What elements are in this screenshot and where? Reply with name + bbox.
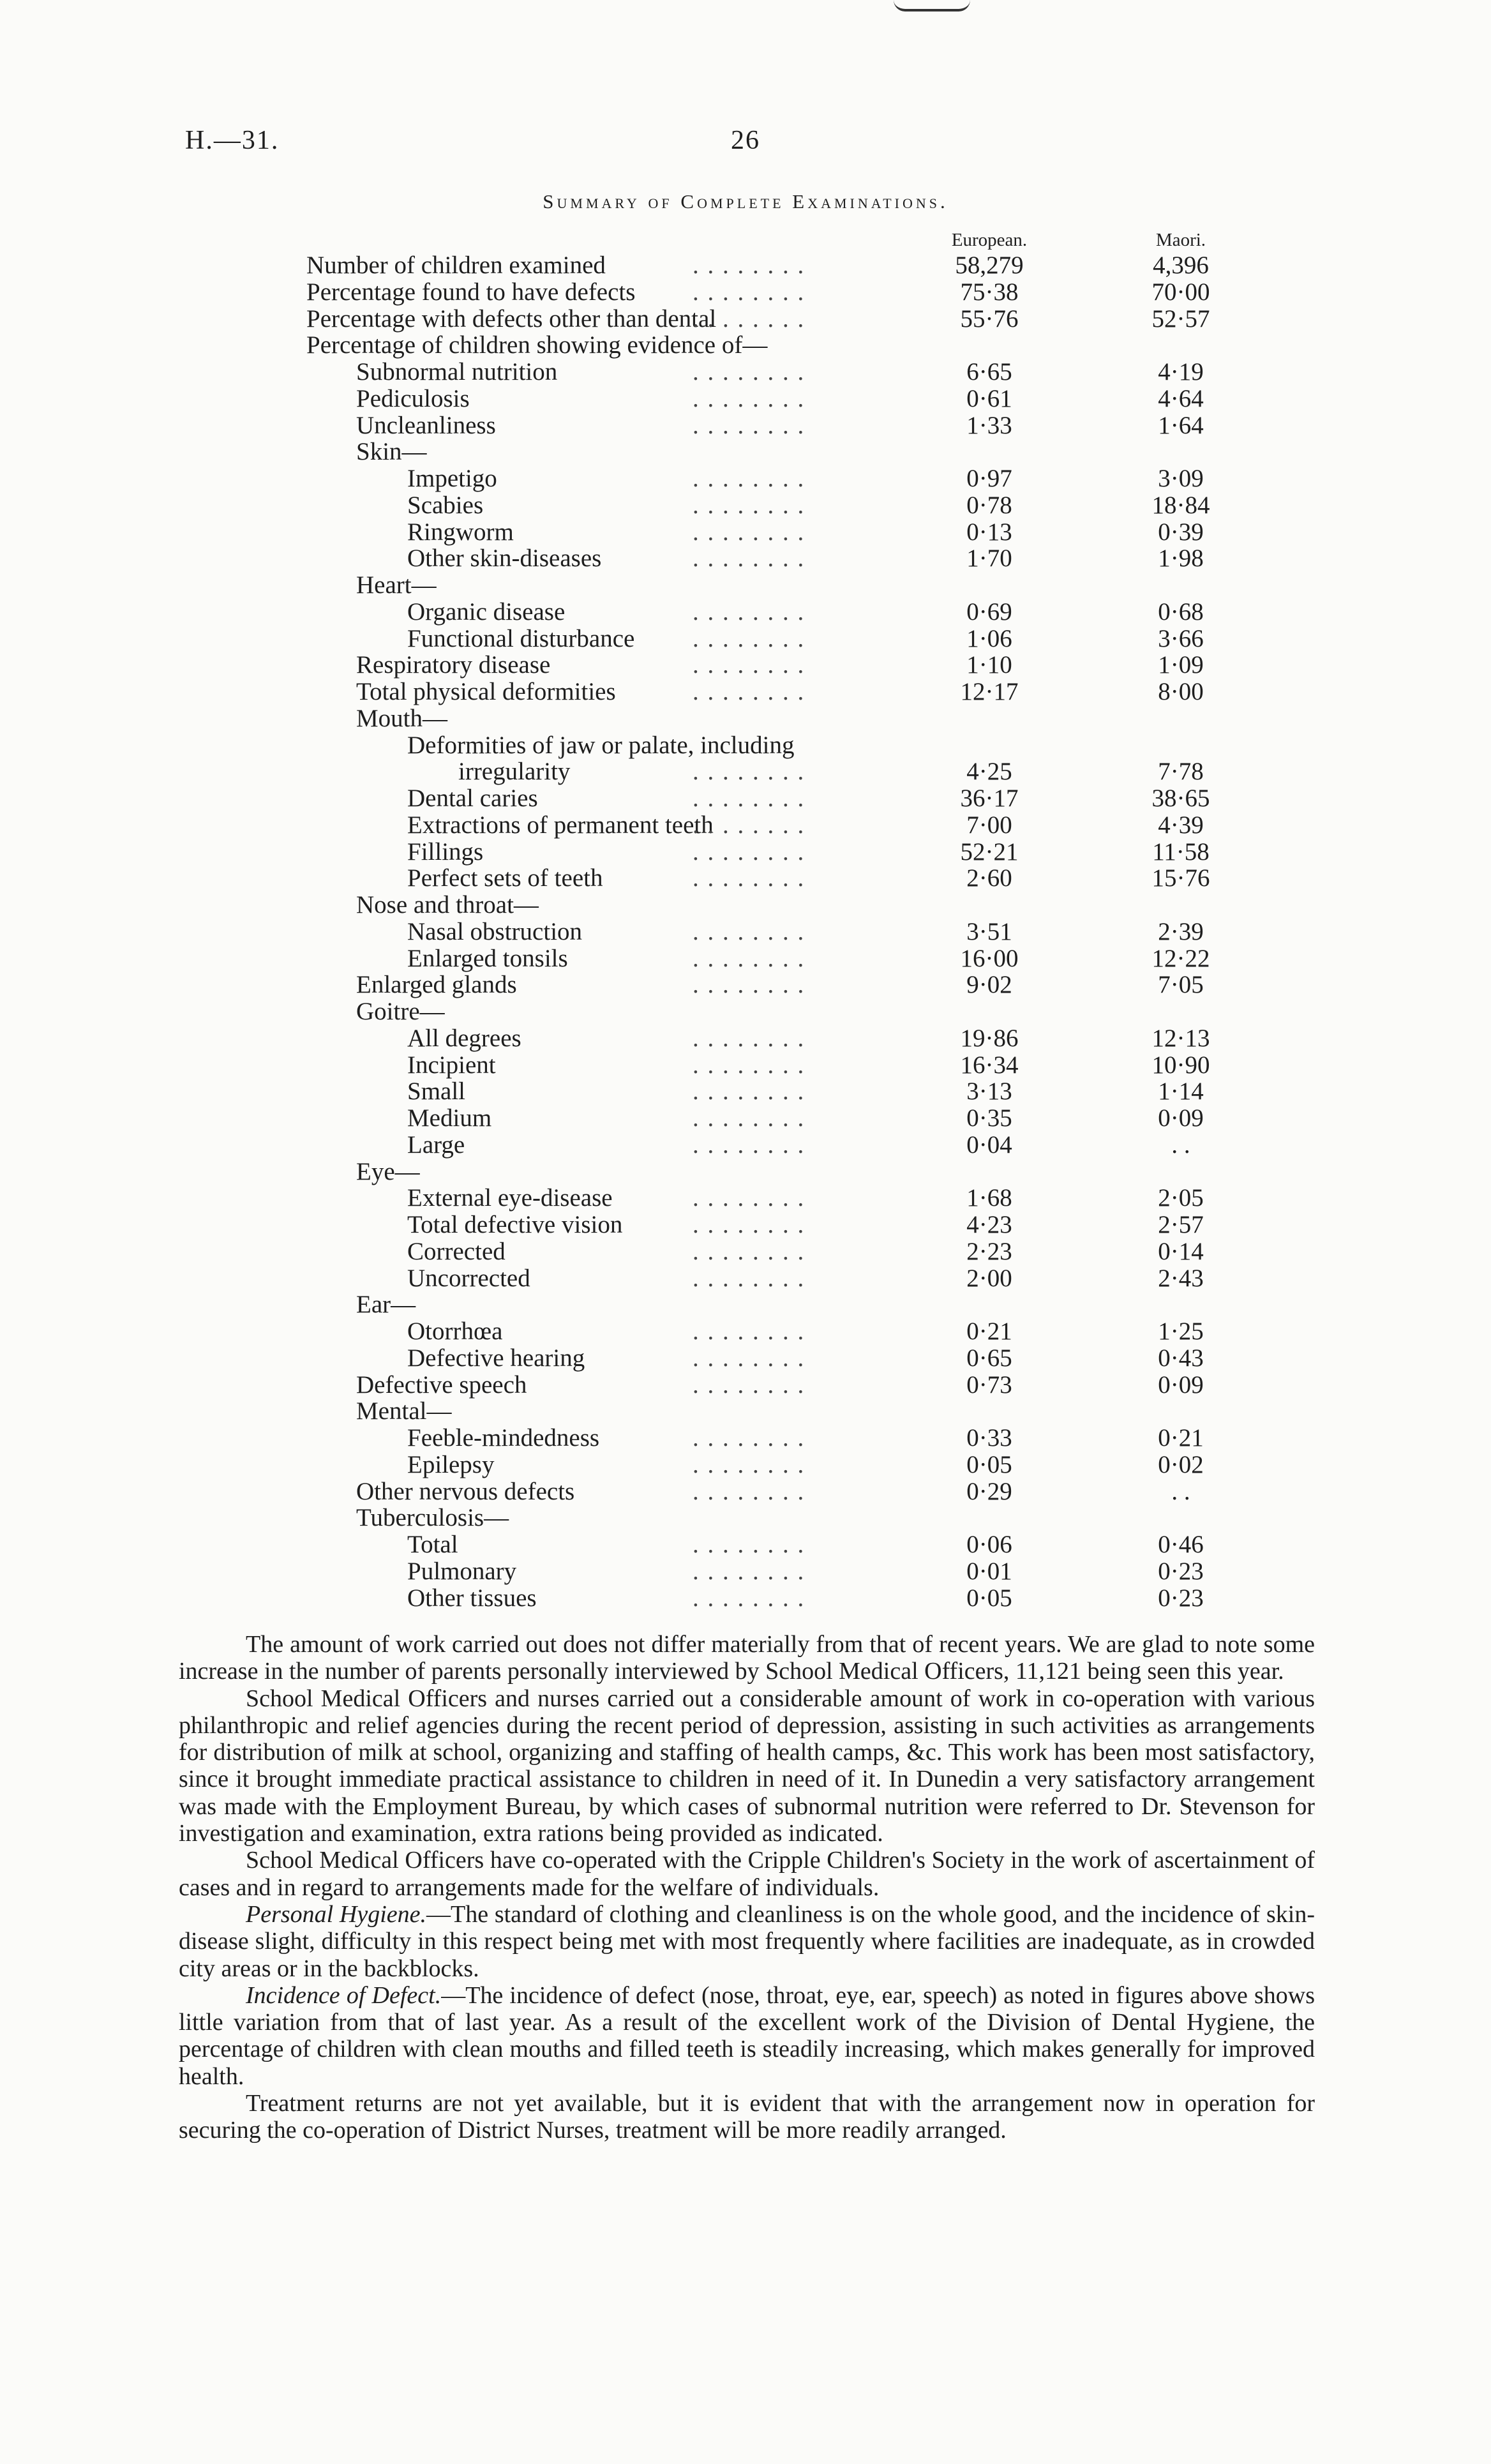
maori-value: 0·39 — [1158, 518, 1204, 546]
page-number: 26 — [731, 126, 760, 155]
row-label: External eye-disease — [407, 1184, 613, 1212]
european-value: 16·34 — [960, 1051, 1019, 1079]
maori-value: 2·05 — [1158, 1184, 1204, 1212]
table-row — [0, 1052, 1491, 1079]
paragraph-text: The amount of work carried out does not differ materially from that of recent years. We are glad to note some increase in the number of parents personally interviewed by School Medical Officers, 11,121 being seen this year. — [179, 1631, 1315, 1685]
table-row — [0, 892, 1491, 919]
row-label: Ear— — [356, 1291, 416, 1319]
table-row — [0, 439, 1491, 465]
table-row — [0, 758, 1491, 785]
row-label: All degrees — [407, 1024, 521, 1052]
table-row — [0, 1345, 1491, 1372]
paragraph — [179, 1847, 1315, 1901]
row-label: Perfect sets of teeth — [407, 864, 603, 892]
maori-value: . . — [1171, 1131, 1190, 1159]
row-label: Total — [407, 1531, 458, 1558]
leader-dots: . . . . . . . . — [693, 917, 805, 945]
table-row — [0, 492, 1491, 519]
table-row — [0, 1238, 1491, 1265]
table-row — [0, 998, 1491, 1025]
european-value: 9·02 — [966, 971, 1012, 999]
row-label: Number of children examined — [306, 252, 606, 279]
leader-dots: . . . . . . . . — [693, 971, 805, 999]
row-label: Large — [407, 1131, 465, 1159]
paragraph-heading: Personal Hygiene. — [246, 1900, 427, 1928]
leader-dots: . . . . . . . . — [693, 1557, 805, 1585]
row-label: Goitre— — [356, 998, 445, 1025]
row-label: Deformities of jaw or palate, including — [407, 731, 795, 759]
leader-dots: . . . . . . . . — [693, 411, 805, 439]
maori-value: 3·09 — [1158, 465, 1204, 492]
row-label: Defective hearing — [407, 1344, 585, 1372]
maori-value: 0·43 — [1158, 1344, 1204, 1372]
table-title: Summary of Complete Examinations. — [543, 190, 948, 213]
maori-value: 2·57 — [1158, 1211, 1204, 1238]
maori-value: 1·14 — [1158, 1078, 1204, 1106]
row-label: Nasal obstruction — [407, 917, 583, 945]
leader-dots: . . . . . . . . — [693, 944, 805, 972]
paragraph-heading: Incidence of Defect. — [246, 1981, 442, 2009]
table-row — [0, 386, 1491, 412]
table-row — [0, 972, 1491, 998]
table-row — [0, 1558, 1491, 1585]
table-row — [0, 1265, 1491, 1292]
maori-value: 2·39 — [1158, 917, 1204, 945]
european-value: 0·97 — [966, 465, 1012, 492]
table-row — [0, 945, 1491, 972]
european-value: 1·33 — [966, 411, 1012, 439]
leader-dots: . . . . . . . . — [693, 838, 805, 866]
leader-dots: . . . . . . . . — [693, 785, 805, 812]
maori-value: 12·22 — [1151, 944, 1210, 972]
leader-dots: . . . . . . . . — [693, 1264, 805, 1292]
row-label: Other tissues — [407, 1584, 537, 1612]
leader-dots: . . . . . . . . — [693, 465, 805, 492]
maori-value: 0·02 — [1158, 1450, 1204, 1478]
table-row — [0, 1291, 1491, 1318]
maori-value: 8·00 — [1158, 678, 1204, 705]
maori-value: 18·84 — [1151, 491, 1210, 519]
document-reference: H.—31. — [185, 126, 280, 155]
european-value: 0·73 — [966, 1371, 1012, 1399]
table-row — [0, 732, 1491, 759]
maori-value: 1·64 — [1158, 411, 1204, 439]
table-row — [0, 865, 1491, 892]
table-row — [0, 1398, 1491, 1425]
row-label: Respiratory disease — [356, 651, 551, 679]
leader-dots: . . . . . . . . — [693, 1318, 805, 1345]
paragraph — [179, 1982, 1315, 2090]
table-row — [0, 785, 1491, 812]
maori-value: 3·66 — [1158, 624, 1204, 652]
european-value: 4·23 — [966, 1211, 1012, 1238]
european-value: 4·25 — [966, 758, 1012, 786]
paragraph-text: —The standard of clothing and cleanliness is on the whole good, and the incidence of skin-disease slight, difficulty in this respect being met with most frequently where facilities are inadequate, as in crowded city areas or in the backblocks. — [179, 1900, 1315, 1982]
paragraph-text: School Medical Officers have co-operated with the Cripple Children's Society in the work of ascertainment of cases and in regard to arrangements made for the welfare of individuals. — [179, 1847, 1315, 1901]
row-label: Enlarged glands — [356, 971, 517, 999]
row-label: Skin— — [356, 438, 427, 466]
leader-dots: . . . . . . . . — [693, 1024, 805, 1052]
row-label: Fillings — [407, 838, 484, 866]
european-value: 0·05 — [966, 1584, 1012, 1612]
maori-value: 4·64 — [1158, 384, 1204, 412]
leader-dots: . . . . . . . . — [693, 545, 805, 573]
european-value: 1·10 — [966, 651, 1012, 679]
maori-value: 38·65 — [1151, 785, 1210, 812]
maori-value: 12·13 — [1151, 1024, 1210, 1052]
table-row — [0, 626, 1491, 652]
table-row — [0, 919, 1491, 945]
row-label: Functional disturbance — [407, 624, 635, 652]
row-label: Total physical deformities — [356, 678, 616, 705]
maori-value: 2·43 — [1158, 1264, 1204, 1292]
european-value: 16·00 — [960, 944, 1019, 972]
european-value: 0·21 — [966, 1318, 1012, 1345]
paragraph-text: School Medical Officers and nurses carried out a considerable amount of work in co-operation with various philanthropic and relief agencies during the recent period of depression, assisting in such activities as arrangements for distribution of milk at school, organizing and staffing of health camps, &c. This work has been most satisfactory, since it brought immediate practical assistance to children in need of it. In Dunedin a very satisfactory arrangement was made with the Employment Bureau, by which cases of subnormal nutrition were referred to Dr. Stevenson for investigation and examination, extra rations being provided as indicated. — [179, 1685, 1315, 1847]
row-label: Uncleanliness — [356, 411, 496, 439]
european-value: 0·35 — [966, 1104, 1012, 1132]
leader-dots: . . . . . . . . — [693, 758, 805, 786]
row-label: Mouth— — [356, 704, 448, 732]
maori-value: 4·19 — [1158, 358, 1204, 386]
row-label: Defective speech — [356, 1371, 527, 1399]
leader-dots: . . . . . . . . — [693, 1344, 805, 1372]
table-row — [0, 599, 1491, 626]
row-label: Uncorrected — [407, 1264, 530, 1292]
row-label: Small — [407, 1078, 466, 1106]
row-label: Impetigo — [407, 465, 497, 492]
paragraph-text: Treatment returns are not yet available, but it is evident that with the arrangement now in operation for securing the co-operation of District Nurses, treatment will be more readily arranged. — [179, 2090, 1315, 2144]
row-label: Medium — [407, 1104, 492, 1132]
leader-dots: . . . . . . . . — [693, 651, 805, 679]
european-value: 0·78 — [966, 491, 1012, 519]
table-row — [0, 839, 1491, 866]
leader-dots: . . . . . . . . — [693, 491, 805, 519]
paragraph — [179, 2090, 1315, 2144]
row-label: Other skin-diseases — [407, 545, 602, 573]
european-value: 55·76 — [960, 304, 1019, 333]
leader-dots: . . . . . . . . — [693, 1531, 805, 1558]
maori-value: 10·90 — [1151, 1051, 1210, 1079]
paragraph-text: —The incidence of defect (nose, throat, eye, ear, speech) as noted in figures above shows little variation from that of last year. As a result of the excellent work of the Division of Dental Hygiene, the percentage of children with clean mouths and filled teeth is steadily increasing, which makes generally for improved health. — [179, 1981, 1315, 2090]
table-row — [0, 1185, 1491, 1212]
row-label: Percentage with defects other than dental — [306, 304, 717, 333]
maori-value: 0·46 — [1158, 1531, 1204, 1558]
row-label: Extractions of permanent teeth — [407, 811, 714, 839]
row-label: Organic disease — [407, 597, 566, 626]
row-label: Mental— — [356, 1397, 452, 1425]
european-value: 0·69 — [966, 597, 1012, 626]
leader-dots: . . . . . . . . — [693, 1131, 805, 1159]
table-row — [0, 1452, 1491, 1478]
european-value: 0·05 — [966, 1450, 1012, 1478]
european-value: 75·38 — [960, 278, 1019, 306]
table-row — [0, 1478, 1491, 1505]
row-label: Pulmonary — [407, 1557, 517, 1585]
paragraph — [179, 1631, 1315, 1685]
leader-dots: . . . . . . . . — [693, 624, 805, 652]
leader-dots: . . . . . . . . — [693, 811, 805, 839]
table-row — [0, 1531, 1491, 1558]
table-row — [0, 306, 1491, 333]
table-row — [0, 545, 1491, 572]
table-row — [0, 679, 1491, 705]
maori-value: 1·25 — [1158, 1318, 1204, 1345]
maori-value: 0·68 — [1158, 597, 1204, 626]
european-value: 36·17 — [960, 785, 1019, 812]
leader-dots: . . . . . . . . — [693, 1424, 805, 1452]
leader-dots: . . . . . . . . — [693, 518, 805, 546]
table-row — [0, 1132, 1491, 1159]
european-value: 6·65 — [966, 358, 1012, 386]
leader-dots: . . . . . . . . — [693, 1237, 805, 1265]
leader-dots: . . . . . . . . — [693, 278, 805, 306]
table-row — [0, 519, 1491, 546]
leader-dots: . . . . . . . . — [693, 1477, 805, 1505]
row-label: Pediculosis — [356, 384, 470, 412]
european-value: 52·21 — [960, 838, 1019, 866]
leader-dots: . . . . . . . . — [693, 358, 805, 386]
maori-value: 4·39 — [1158, 811, 1204, 839]
leader-dots: . . . . . . . . — [693, 1450, 805, 1478]
european-value: 0·65 — [966, 1344, 1012, 1372]
table-row — [0, 1078, 1491, 1105]
column-header-maori: Maori. — [1155, 230, 1206, 250]
european-value: 19·86 — [960, 1024, 1019, 1052]
european-value: 1·68 — [966, 1184, 1012, 1212]
row-label: Ringworm — [407, 518, 514, 546]
european-value: 3·51 — [966, 917, 1012, 945]
leader-dots: . . . . . . . . — [693, 1104, 805, 1132]
table-row — [0, 572, 1491, 599]
maori-value: . . — [1171, 1477, 1190, 1505]
european-value: 1·70 — [966, 545, 1012, 573]
leader-dots: . . . . . . . . — [693, 1184, 805, 1212]
leader-dots: . . . . . . . . — [693, 252, 805, 279]
maori-value: 11·58 — [1152, 838, 1210, 866]
european-value: 0·61 — [966, 384, 1012, 412]
row-label: Heart— — [356, 571, 437, 599]
row-label: Incipient — [407, 1051, 496, 1079]
maori-value: 1·98 — [1158, 545, 1204, 573]
maori-value: 0·21 — [1158, 1424, 1204, 1452]
row-label: irregularity — [458, 758, 571, 786]
maori-value: 15·76 — [1151, 864, 1210, 892]
table-row — [0, 1318, 1491, 1345]
european-value: 0·29 — [966, 1477, 1012, 1505]
european-value: 0·13 — [966, 518, 1012, 546]
table-row — [0, 1159, 1491, 1185]
table-row — [0, 279, 1491, 306]
table-row — [0, 1372, 1491, 1399]
leader-dots: . . . . . . . . — [693, 384, 805, 412]
maori-value: 0·09 — [1158, 1371, 1204, 1399]
maori-value: 70·00 — [1151, 278, 1210, 306]
table-row — [0, 652, 1491, 679]
table-row — [0, 705, 1491, 732]
row-label: Subnormal nutrition — [356, 358, 558, 386]
european-value: 3·13 — [966, 1078, 1012, 1106]
row-label: Other nervous defects — [356, 1477, 575, 1505]
european-value: 0·01 — [966, 1557, 1012, 1585]
table-row — [0, 359, 1491, 386]
leader-dots: . . . . . . . . — [693, 1211, 805, 1238]
maori-value: 7·05 — [1158, 971, 1204, 999]
leader-dots: . . . . . . . . — [693, 304, 805, 333]
row-label: Dental caries — [407, 785, 538, 812]
maori-value: 0·14 — [1158, 1237, 1204, 1265]
leader-dots: . . . . . . . . — [693, 1371, 805, 1399]
table-row — [0, 465, 1491, 492]
european-value: 2·60 — [966, 864, 1012, 892]
row-label: Enlarged tonsils — [407, 944, 568, 972]
table-row — [0, 332, 1491, 359]
european-value: 12·17 — [960, 678, 1019, 705]
row-label: Eye— — [356, 1157, 420, 1185]
european-value: 0·04 — [966, 1131, 1012, 1159]
paragraph — [179, 1901, 1315, 1982]
maori-value: 52·57 — [1151, 304, 1210, 333]
european-value: 0·06 — [966, 1531, 1012, 1558]
european-value: 0·33 — [966, 1424, 1012, 1452]
maori-value: 0·23 — [1158, 1584, 1204, 1612]
table-row — [0, 1025, 1491, 1052]
european-value: 1·06 — [966, 624, 1012, 652]
leader-dots: . . . . . . . . — [693, 678, 805, 705]
european-value: 2·00 — [966, 1264, 1012, 1292]
table-row — [0, 1425, 1491, 1452]
leader-dots: . . . . . . . . — [693, 1078, 805, 1106]
row-label: Scabies — [407, 491, 484, 519]
row-label: Tuberculosis— — [356, 1504, 509, 1532]
european-value: 2·23 — [966, 1237, 1012, 1265]
page-top-mark — [894, 0, 970, 11]
paragraph — [179, 1685, 1315, 1847]
european-value: 58,279 — [955, 252, 1024, 279]
column-header-european: European. — [951, 230, 1028, 250]
row-label: Total defective vision — [407, 1211, 623, 1238]
leader-dots: . . . . . . . . — [693, 597, 805, 626]
row-label: Otorrhœa — [407, 1318, 503, 1345]
row-label: Corrected — [407, 1237, 506, 1265]
row-label: Percentage of children showing evidence of— — [306, 331, 768, 359]
row-label: Nose and throat— — [356, 891, 539, 919]
table-row — [0, 1212, 1491, 1238]
table-row — [0, 252, 1491, 279]
table-row — [0, 1505, 1491, 1531]
maori-value: 0·23 — [1158, 1557, 1204, 1585]
european-value: 7·00 — [966, 811, 1012, 839]
table-row — [0, 1585, 1491, 1612]
maori-value: 1·09 — [1158, 651, 1204, 679]
row-label: Feeble-mindedness — [407, 1424, 600, 1452]
maori-value: 0·09 — [1158, 1104, 1204, 1132]
leader-dots: . . . . . . . . — [693, 1051, 805, 1079]
row-label: Epilepsy — [407, 1450, 495, 1478]
leader-dots: . . . . . . . . — [693, 864, 805, 892]
maori-value: 4,396 — [1153, 252, 1209, 279]
leader-dots: . . . . . . . . — [693, 1584, 805, 1612]
table-row — [0, 1105, 1491, 1132]
maori-value: 7·78 — [1158, 758, 1204, 786]
row-label: Percentage found to have defects — [306, 278, 636, 306]
body-text — [179, 1631, 1315, 2144]
table-row — [0, 812, 1491, 839]
table-row — [0, 412, 1491, 439]
